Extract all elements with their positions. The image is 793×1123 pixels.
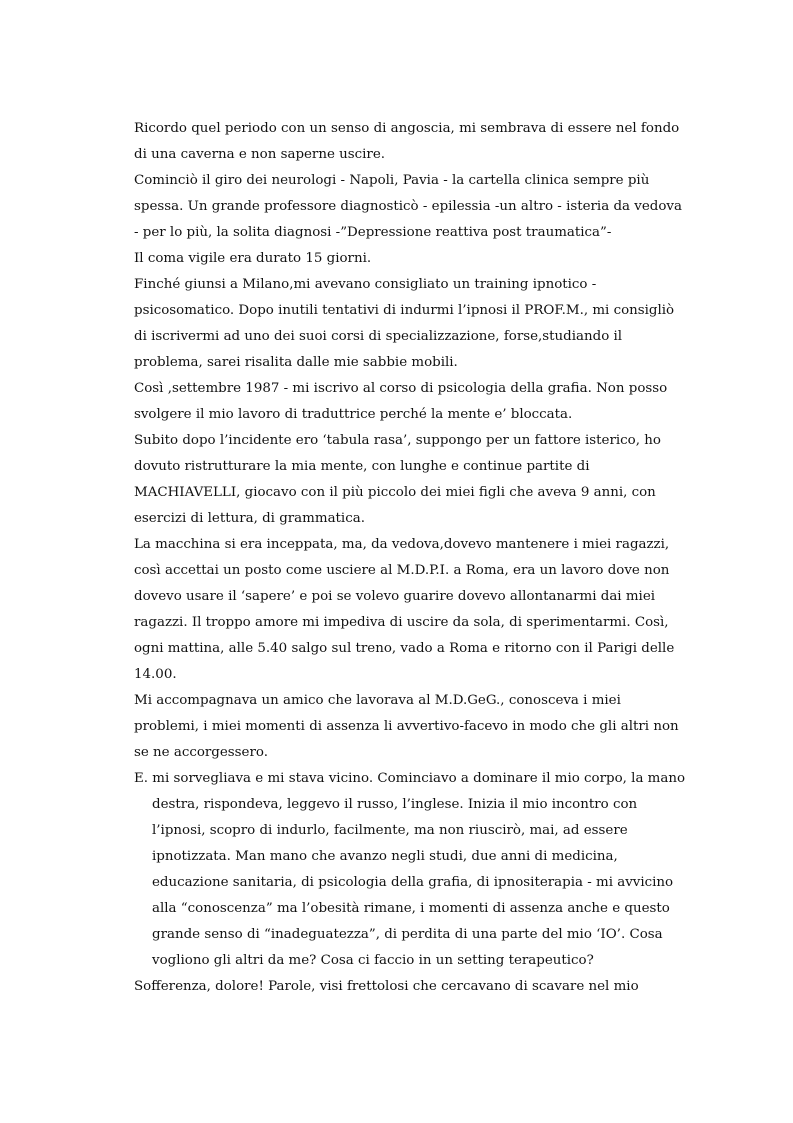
text-line: MACHIAVELLI, giocavo con il più piccolo dei miei figli che aveva 9 anni, con [134, 485, 656, 500]
text-line: Sofferenza, dolore! Parole, visi frettolosi che cercavano di scavare nel mio [134, 979, 639, 994]
text-line: Il coma vigile era durato 15 giorni. [134, 251, 372, 266]
text-line: Mi accompagnava un amico che lavorava al M.D.GeG., conosceva i miei [134, 693, 621, 708]
text-line: E. mi sorvegliava e mi stava vicino. Cominciavo a dominare il mio corpo, la mano [134, 771, 686, 786]
text-line: esercizi di lettura, di grammatica. [134, 511, 365, 526]
text-line: - per lo più, la solita diagnosi -”Depressione reattiva post traumatica”- [134, 225, 612, 240]
text-line: se ne accorgessero. [134, 745, 268, 760]
text-line: Finché giunsi a Milano,mi avevano consigliato un training ipnotico - [134, 277, 597, 292]
text-line: svolgere il mio lavoro di traduttrice perché la mente e’ bloccata. [134, 407, 573, 422]
text-line: 14.00. [134, 667, 177, 682]
text-line: Ricordo quel periodo con un senso di angoscia, mi sembrava di essere nel fondo [134, 121, 680, 136]
text-line: problemi, i miei momenti di assenza li avvertivo-facevo in modo che gli altri non [134, 719, 679, 734]
text-line: spessa. Un grande professore diagnosticò - epilessia -un altro - isteria da vedova [134, 199, 682, 214]
text-line: di una caverna e non saperne uscire. [134, 147, 386, 162]
text-line: dovevo usare il ‘sapere’ e poi se volevo guarire dovevo allontanarmi dai miei [134, 589, 656, 604]
body-text [134, 116, 700, 1000]
text-line: destra, rispondeva, leggevo il russo, l’inglese. Inizia il mio incontro con [152, 797, 638, 812]
text-line: psicosomatico. Dopo inutili tentativi di indurmi l’ipnosi il PROF.M., mi consigliò [134, 303, 675, 318]
text-line: vogliono gli altri da me? Cosa ci faccio in un setting terapeutico? [152, 953, 594, 968]
text-line: educazione sanitaria, di psicologia della grafia, di ipnositerapia - mi avvicino [152, 875, 674, 890]
text-line: l’ipnosi, scopro di indurlo, facilmente, ma non riuscirò, mai, ad essere [152, 823, 628, 838]
text-line: ipnotizzata. Man mano che avanzo negli studi, due anni di medicina, [152, 849, 618, 864]
text-line: così accettai un posto come usciere al M.D.P.I. a Roma, era un lavoro dove non [134, 563, 670, 578]
text-line: alla “conoscenza” ma l’obesità rimane, i momenti di assenza anche e questo [152, 901, 670, 916]
text-line: La macchina si era inceppata, ma, da vedova,dovevo mantenere i miei ragazzi, [134, 537, 670, 552]
text-line: problema, sarei risalita dalle mie sabbie mobili. [134, 355, 458, 370]
text-line: ragazzi. Il troppo amore mi impediva di uscire da sola, di sperimentarmi. Così, [134, 615, 669, 630]
text-line: grande senso di “inadeguatezza”, di perdita di una parte del mio ‘IO’. Cosa [152, 927, 663, 942]
text-line: Subito dopo l’incidente ero ‘tabula rasa’, suppongo per un fattore isterico, ho [134, 433, 661, 448]
text-line: dovuto ristrutturare la mia mente, con lunghe e continue partite di [134, 459, 590, 474]
text-line: di iscrivermi ad uno dei suoi corsi di specializzazione, forse,studiando il [134, 329, 623, 344]
text-line: Così ,settembre 1987 - mi iscrivo al corso di psicologia della grafia. Non posso [134, 381, 668, 396]
text-line: ogni mattina, alle 5.40 salgo sul treno, vado a Roma e ritorno con il Parigi delle [134, 641, 675, 656]
text-line: Cominciò il giro dei neurologi - Napoli, Pavia - la cartella clinica sempre più [134, 173, 650, 188]
